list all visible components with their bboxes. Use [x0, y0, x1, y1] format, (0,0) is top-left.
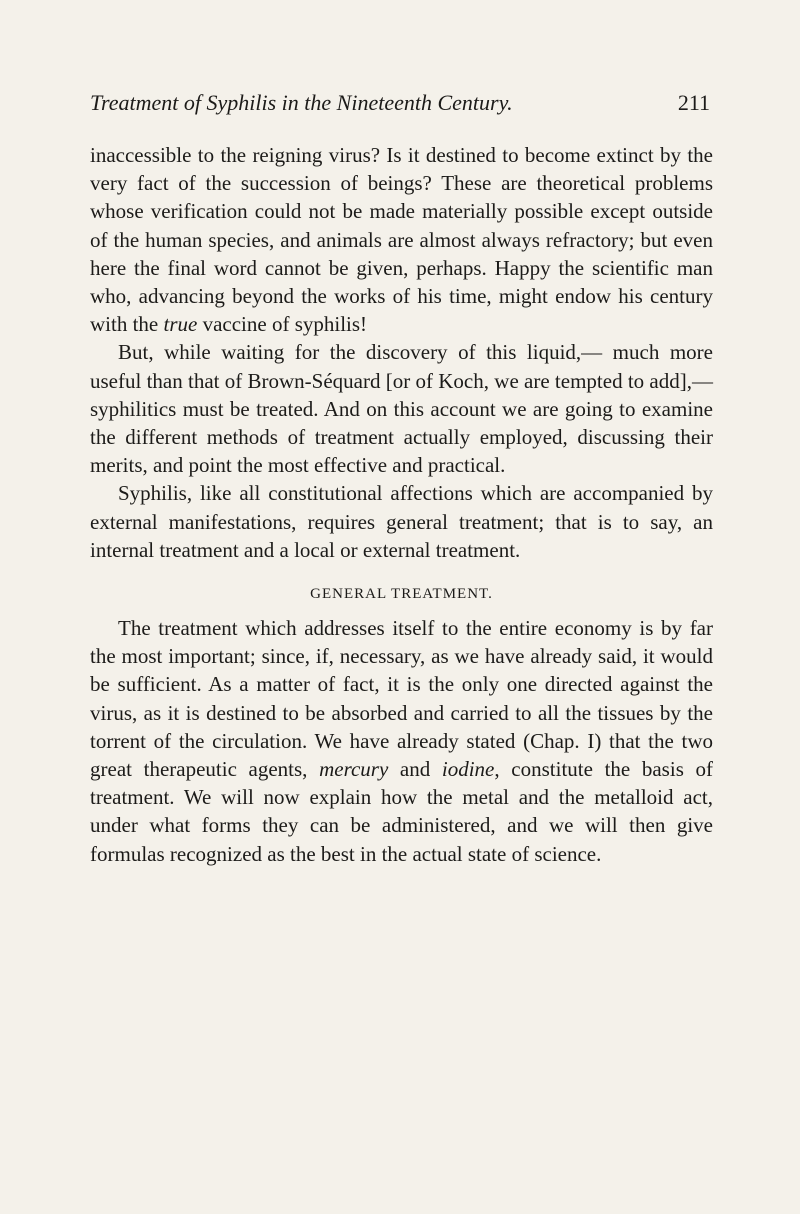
paragraph-4-text-a: The treatment which addresses itself to the entire economy is by far the most important; since, if, necessary, as we have already said, it would be sufficient. As a matter of fact, it is the only one directed against the virus, as it is destined to be absorbed and carried to all the tissues by the torrent of the circulation. We have already stated (Chap. I) that the two great therapeutic agents, — [90, 616, 713, 782]
paragraph-4 — [90, 614, 713, 868]
running-header — [90, 88, 710, 118]
page-body — [90, 141, 713, 868]
paragraph-4-text-b: , constitute the basis of treatment. We will now explain how the metal and the metalloid act, under what forms they can be administered, and we will then give formulas recognized as the best in the actual state of science. — [90, 757, 713, 866]
paragraph-4-and: and — [399, 757, 431, 782]
paragraph-1 — [90, 141, 713, 338]
paragraph-1-text: inaccessible to the reigning virus? Is it destined to become extinct by the very fact of the succession of beings? These are theoretical problems whose verification could not be made materially possible except outside of the human species, and animals are almost always refractory; but even here the final word cannot be given, perhaps. Happy the scientific man who, advancing beyond the works of his time, might endow his century with the — [90, 143, 713, 337]
paragraph-4-emphasis-mercury: mercury — [319, 757, 389, 782]
page-number: 211 — [677, 90, 710, 115]
section-heading: GENERAL TREATMENT. — [310, 586, 493, 603]
paragraph-4-emphasis-iodine: iodine — [441, 757, 495, 782]
paragraph-3: Syphilis, like all constitutional affections which are accompanied by external manifestations, requires general treatment; that is to say, an internal treatment and a local or external treatment. — [90, 481, 713, 562]
paragraph-1-tail: vaccine of syphilis! — [202, 312, 368, 337]
running-title: Treatment of Syphilis in the Nineteenth Century. — [90, 90, 513, 115]
paragraph-1-emphasis: true — [163, 312, 198, 337]
paragraph-2: But, while waiting for the discovery of this liquid,— much more useful than that of Brown-Séquard [or of Koch, we are tempted to add],—syphilitics must be treated. And on this account we are going to examine the different methods of treatment actually employed, discussing their merits, and point the most effective and practical. — [90, 340, 713, 478]
